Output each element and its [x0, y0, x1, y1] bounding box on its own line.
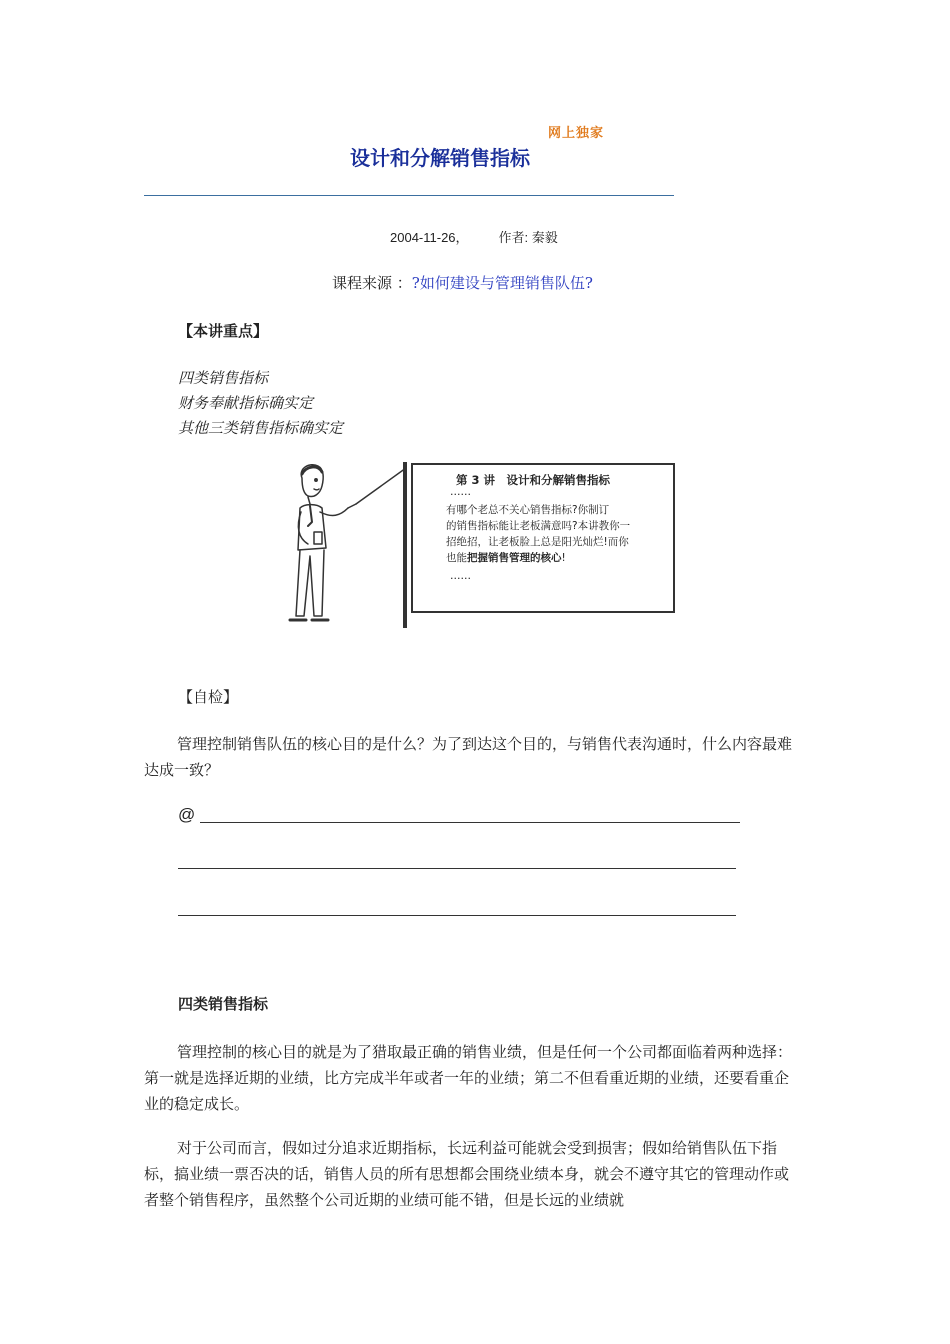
author: 作者: 秦毅 — [498, 230, 558, 245]
board-line: 的销售指标能让老板满意吗?本讲教你一 — [446, 520, 631, 532]
answer-line-3[interactable] — [178, 915, 736, 916]
publish-date: 2004-11-26， — [390, 230, 469, 245]
self-check-heading: 【自检】 — [178, 688, 239, 706]
list-item: 其他三类销售指标确实定 — [178, 419, 344, 437]
list-item: 财务奉献指标确实定 — [178, 394, 314, 412]
course-source — [332, 272, 593, 293]
board-dots-top: ······ — [450, 488, 471, 501]
key-points-list — [178, 366, 343, 441]
lecture-board — [422, 472, 668, 585]
board-emphasis: 把握销售管理的核心 — [467, 552, 562, 564]
lecture-illustration — [274, 460, 676, 630]
key-points-heading: 【本讲重点】 — [178, 322, 269, 340]
article-meta — [390, 227, 558, 246]
answer-line-2[interactable] — [178, 868, 736, 869]
board-line: 有哪个老总不关心销售指标?你制订 — [446, 504, 610, 516]
source-prefix: 课程来源 ： — [332, 274, 412, 292]
section-paragraph-2: 对于公司而言，假如过分追求近期指标，长远利益可能就会受到损害；假如给销售队伍下指标，搞业绩一票否决的话，销售人员的所有思想都会围绕业绩本身，就会不遵守其它的管理动作或者整个销售程序，虽然整个公司近期的业绩可能不错，但是长远的业绩就 — [144, 1139, 790, 1209]
course-link[interactable]: ?如何建设与管理销售队伍? — [411, 274, 593, 292]
section-paragraph-1: 管理控制的核心目的就是为了猎取最正确的销售业绩，但是任何一个公司都面临着两种选择：第一就是选择近期的业绩，比方完成半年或者一年的业绩；第二不但看重近期的业绩，还要看重企业的稳定成长。 — [144, 1043, 793, 1113]
exclusive-stamp: 网上独家 — [548, 126, 605, 141]
list-item: 四类销售指标 — [178, 369, 269, 387]
answer-marker: @ — [178, 805, 196, 824]
answer-line-1[interactable] — [200, 822, 740, 823]
board-dots-bottom: ······ — [450, 572, 471, 585]
section-heading: 四类销售指标 — [178, 995, 269, 1013]
title-divider — [144, 195, 674, 196]
page-title: 设计和分解销售指标 — [350, 146, 530, 170]
board-line: 也能把握销售管理的核心! — [446, 552, 566, 564]
self-check-question: 管理控制销售队伍的核心目的是什么？为了到达这个目的，与销售代表沟通时，什么内容最难达成一致？ — [144, 735, 793, 779]
board-line: 招绝招，让老板脸上总是阳光灿烂!而你 — [446, 536, 629, 548]
board-title: 第 3 讲 设计和分解销售指标 — [456, 473, 611, 487]
